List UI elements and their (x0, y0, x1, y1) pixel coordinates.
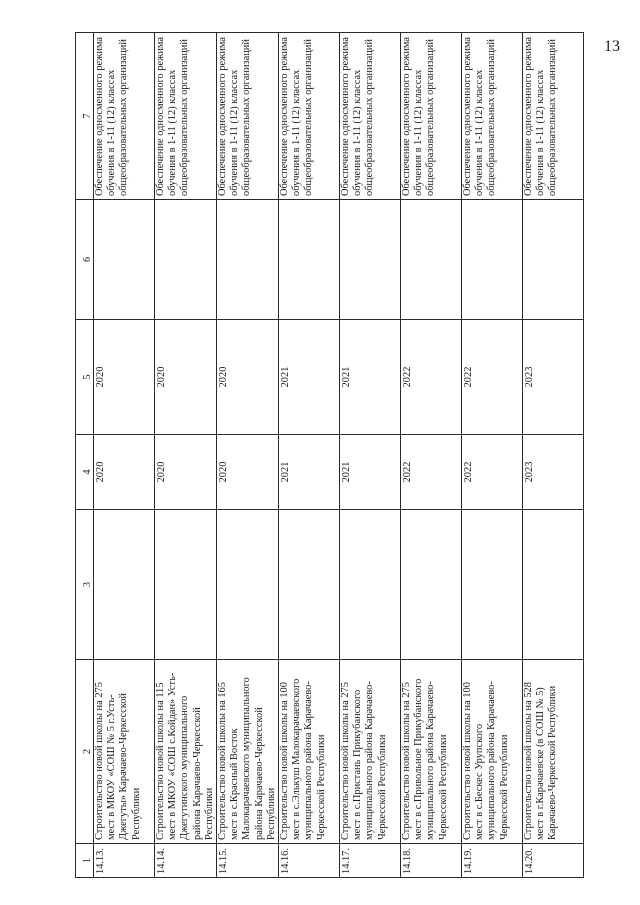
table-row (94, 33, 155, 878)
start-year: 2023 (523, 435, 584, 510)
empty-cell (155, 200, 217, 320)
object-name: Строительство новой школы на 100 мест в с.Элькуш Малокарачаевского муниципального района Карачаево-Черкесской Республики (279, 660, 340, 844)
header-row (76, 33, 94, 878)
expected-result: Обеспечение односменного режима обучения в 1-11 (12) классах общеобразовательных организаций (217, 33, 279, 200)
empty-cell (340, 510, 401, 660)
empty-cell (217, 510, 279, 660)
expected-result: Обеспечение односменного режима обучения в 1-11 (12) классах общеобразовательных организаций (401, 33, 462, 200)
end-year: 2020 (94, 320, 155, 435)
row-number: 14.13. (94, 844, 155, 878)
empty-cell (462, 510, 523, 660)
start-year: 2022 (462, 435, 523, 510)
table-row (523, 33, 584, 878)
empty-cell (279, 200, 340, 320)
end-year: 2020 (217, 320, 279, 435)
row-number: 14.17. (340, 844, 401, 878)
object-name: Строительство новой школы на 275 мест в с.Пристань Прикубанского муниципального района Карачаево-Черкесской Республики (340, 660, 401, 844)
row-number: 14.19. (462, 844, 523, 878)
row-number: 14.15. (217, 844, 279, 878)
object-name: Строительство новой школы на 275 мест в с.Привольное Прикубанского муниципального района Карачаево-Черкесской Республики (401, 660, 462, 844)
header-cell: 2 (76, 660, 94, 844)
start-year: 2020 (155, 435, 217, 510)
end-year: 2020 (155, 320, 217, 435)
end-year: 2022 (401, 320, 462, 435)
table-row (279, 33, 340, 878)
page-number: 13 (604, 38, 620, 55)
row-number: 14.18. (401, 844, 462, 878)
header-cell: 4 (76, 435, 94, 510)
table-row (155, 33, 217, 878)
object-name: Строительство новой школы на 528 мест в г.Карачаевске (в СОШ № 5) Карачаево-Черкесской Республики (523, 660, 584, 844)
end-year: 2021 (340, 320, 401, 435)
empty-cell (217, 200, 279, 320)
rotated-table-container (75, 33, 559, 878)
table-body (76, 33, 584, 878)
table-row (217, 33, 279, 878)
header-cell: 6 (76, 200, 94, 320)
program-table (75, 32, 584, 878)
expected-result: Обеспечение односменного режима обучения в 1-11 (12) классах общеобразовательных организаций (279, 33, 340, 200)
start-year: 2021 (340, 435, 401, 510)
table-row (462, 33, 523, 878)
row-number: 14.20. (523, 844, 584, 878)
header-cell: 1 (76, 844, 94, 878)
end-year: 2021 (279, 320, 340, 435)
end-year: 2023 (523, 320, 584, 435)
header-cell: 5 (76, 320, 94, 435)
object-name: Строительство новой школы на 100 мест в с.Бескес Урупского муниципального района Карачаево-Черкесской Республики (462, 660, 523, 844)
empty-cell (279, 510, 340, 660)
row-number: 14.16. (279, 844, 340, 878)
header-cell: 7 (76, 33, 94, 200)
table-row (401, 33, 462, 878)
expected-result: Обеспечение односменного режима обучения в 1-11 (12) классах общеобразовательных организаций (462, 33, 523, 200)
empty-cell (94, 200, 155, 320)
empty-cell (155, 510, 217, 660)
start-year: 2021 (279, 435, 340, 510)
empty-cell (94, 510, 155, 660)
expected-result: Обеспечение односменного режима обучения в 1-11 (12) классах общеобразовательных организаций (523, 33, 584, 200)
object-name: Строительство новой школы на 115 мест в МКОУ «СОШ с.Койдан» Усть-Джегутинского муниципального района Карачаево-Черкесской Республики (155, 660, 217, 844)
expected-result: Обеспечение односменного режима обучения в 1-11 (12) классах общеобразовательных организаций (340, 33, 401, 200)
empty-cell (401, 200, 462, 320)
start-year: 2020 (94, 435, 155, 510)
expected-result: Обеспечение односменного режима обучения в 1-11 (12) классах общеобразовательных организаций (155, 33, 217, 200)
empty-cell (340, 200, 401, 320)
table-row (340, 33, 401, 878)
start-year: 2020 (217, 435, 279, 510)
empty-cell (523, 200, 584, 320)
start-year: 2022 (401, 435, 462, 510)
object-name: Строительство новой школы на 165 мест в с.Красный Восток Малокарачаевского муниципального района Карачаево-Черкесской Республики (217, 660, 279, 844)
row-number: 14.14. (155, 844, 217, 878)
end-year: 2022 (462, 320, 523, 435)
empty-cell (462, 200, 523, 320)
empty-cell (401, 510, 462, 660)
empty-cell (523, 510, 584, 660)
header-cell: 3 (76, 510, 94, 660)
object-name: Строительство новой школы на 275 мест в МКОУ «СОШ № 5 г.Усть-Джегуты» Карачаево-Черкесской Республики (94, 660, 155, 844)
expected-result: Обеспечение односменного режима обучения в 1-11 (12) классах общеобразовательных организаций (94, 33, 155, 200)
